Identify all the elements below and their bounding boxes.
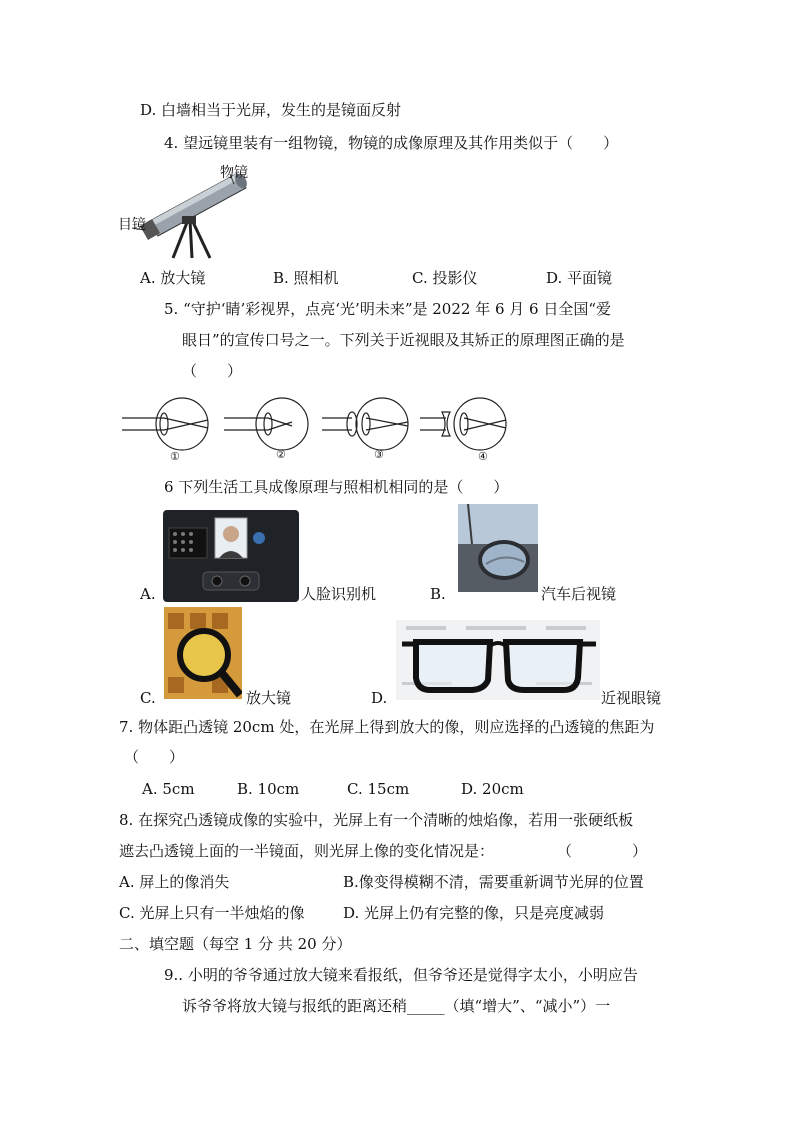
magnifier-image	[164, 607, 242, 699]
eye-diagram-1-label: ①	[170, 450, 180, 463]
eye-diagram-4-label: ④	[478, 450, 488, 463]
q8-option-b: B.像变得模糊不清，需要重新调节光屏的位置	[343, 873, 644, 891]
q7-option-c: C. 15cm	[347, 780, 410, 798]
q6-option-c-label: 放大镜	[246, 689, 292, 707]
q7-option-d: D. 20cm	[461, 780, 524, 798]
q8-option-a: A. 屏上的像消失	[119, 873, 230, 891]
q8-stem-blank: （ ）	[557, 842, 648, 860]
q4-option-a: A. 放大镜	[140, 269, 206, 287]
car-mirror-image	[458, 504, 538, 592]
q9-line1: 9.. 小明的爷爷通过放大镜来看报纸，但爷爷还是觉得字太小，小明应告	[164, 966, 638, 984]
q3-option-d: D. 白墙相当于光屏，发生的是镜面反射	[140, 101, 402, 119]
glasses-icon	[396, 620, 600, 700]
q7-stem-line2: （ ）	[124, 748, 185, 766]
q5-stem-line2: 眼日”的宣传口号之一。下列关于近视眼及其矫正的原理图正确的是	[182, 331, 625, 349]
q7-stem-line1: 7. 物体距凸透镜 20cm 处，在光屏上得到放大的像，则应选择的凸透镜的焦距为	[119, 718, 655, 736]
q8-stem-line2: 遮去凸透镜上面的一半镜面，则光屏上像的变化情况是：	[119, 842, 495, 860]
telescope-figure	[118, 160, 258, 260]
glasses-image	[396, 620, 600, 700]
q8-stem-line1: 8. 在探究凸透镜成像的实验中，光屏上有一个清晰的烛焰像，若用一张硬纸板	[119, 811, 634, 829]
q6-option-b-label: 汽车后视镜	[541, 585, 617, 603]
magnifier-icon	[164, 607, 242, 699]
q4-option-d: D. 平面镜	[546, 269, 613, 287]
eyepiece-label: 目镜	[118, 217, 146, 233]
q6-option-b-letter: B.	[430, 585, 446, 603]
face-recognition-image	[163, 510, 299, 602]
q6-option-c-letter: C.	[140, 689, 156, 707]
q5-stem-line3: （ ）	[182, 362, 243, 380]
eye-diagram-3-label: ③	[374, 448, 384, 461]
car-mirror-icon	[458, 504, 538, 592]
q6-option-a-letter: A.	[140, 585, 156, 603]
section-2-title: 二、填空题（每空 1 分 共 20 分）	[119, 935, 352, 953]
q7-option-a: A. 5cm	[142, 780, 195, 798]
eye-diagram-2-label: ②	[276, 448, 286, 461]
objective-label: 物镜	[220, 165, 248, 181]
q6-stem: 6 下列生活工具成像原理与照相机相同的是（ ）	[164, 478, 509, 496]
q8-option-c: C. 光屏上只有一半烛焰的像	[119, 904, 305, 922]
q8-option-d: D. 光屏上仍有完整的像，只是亮度减弱	[343, 904, 605, 922]
q5-stem-line1: 5. “守护‘睛’彩视界，点亮‘光’明未来”是 2022 年 6 月 6 日全国“爱	[164, 300, 612, 318]
q6-option-d-label: 近视眼镜	[601, 689, 662, 707]
q7-option-b: B. 10cm	[237, 780, 300, 798]
q4-option-c: C. 投影仪	[412, 269, 478, 287]
q6-option-a-label: 人脸识别机	[301, 585, 377, 603]
q6-option-d-letter: D.	[371, 689, 388, 707]
q4-option-b: B. 照相机	[273, 269, 339, 287]
q4-stem: 4. 望远镜里装有一组物镜，物镜的成像原理及其作用类似于（ ）	[164, 134, 619, 152]
eye-diagrams	[120, 388, 520, 466]
q9-line2: 诉爷爷将放大镜与报纸的距离还稍_____（填“增大”、“减小”）一	[182, 997, 611, 1015]
face-recognition-icon	[163, 510, 299, 602]
eye-diagrams-icon	[120, 388, 520, 466]
